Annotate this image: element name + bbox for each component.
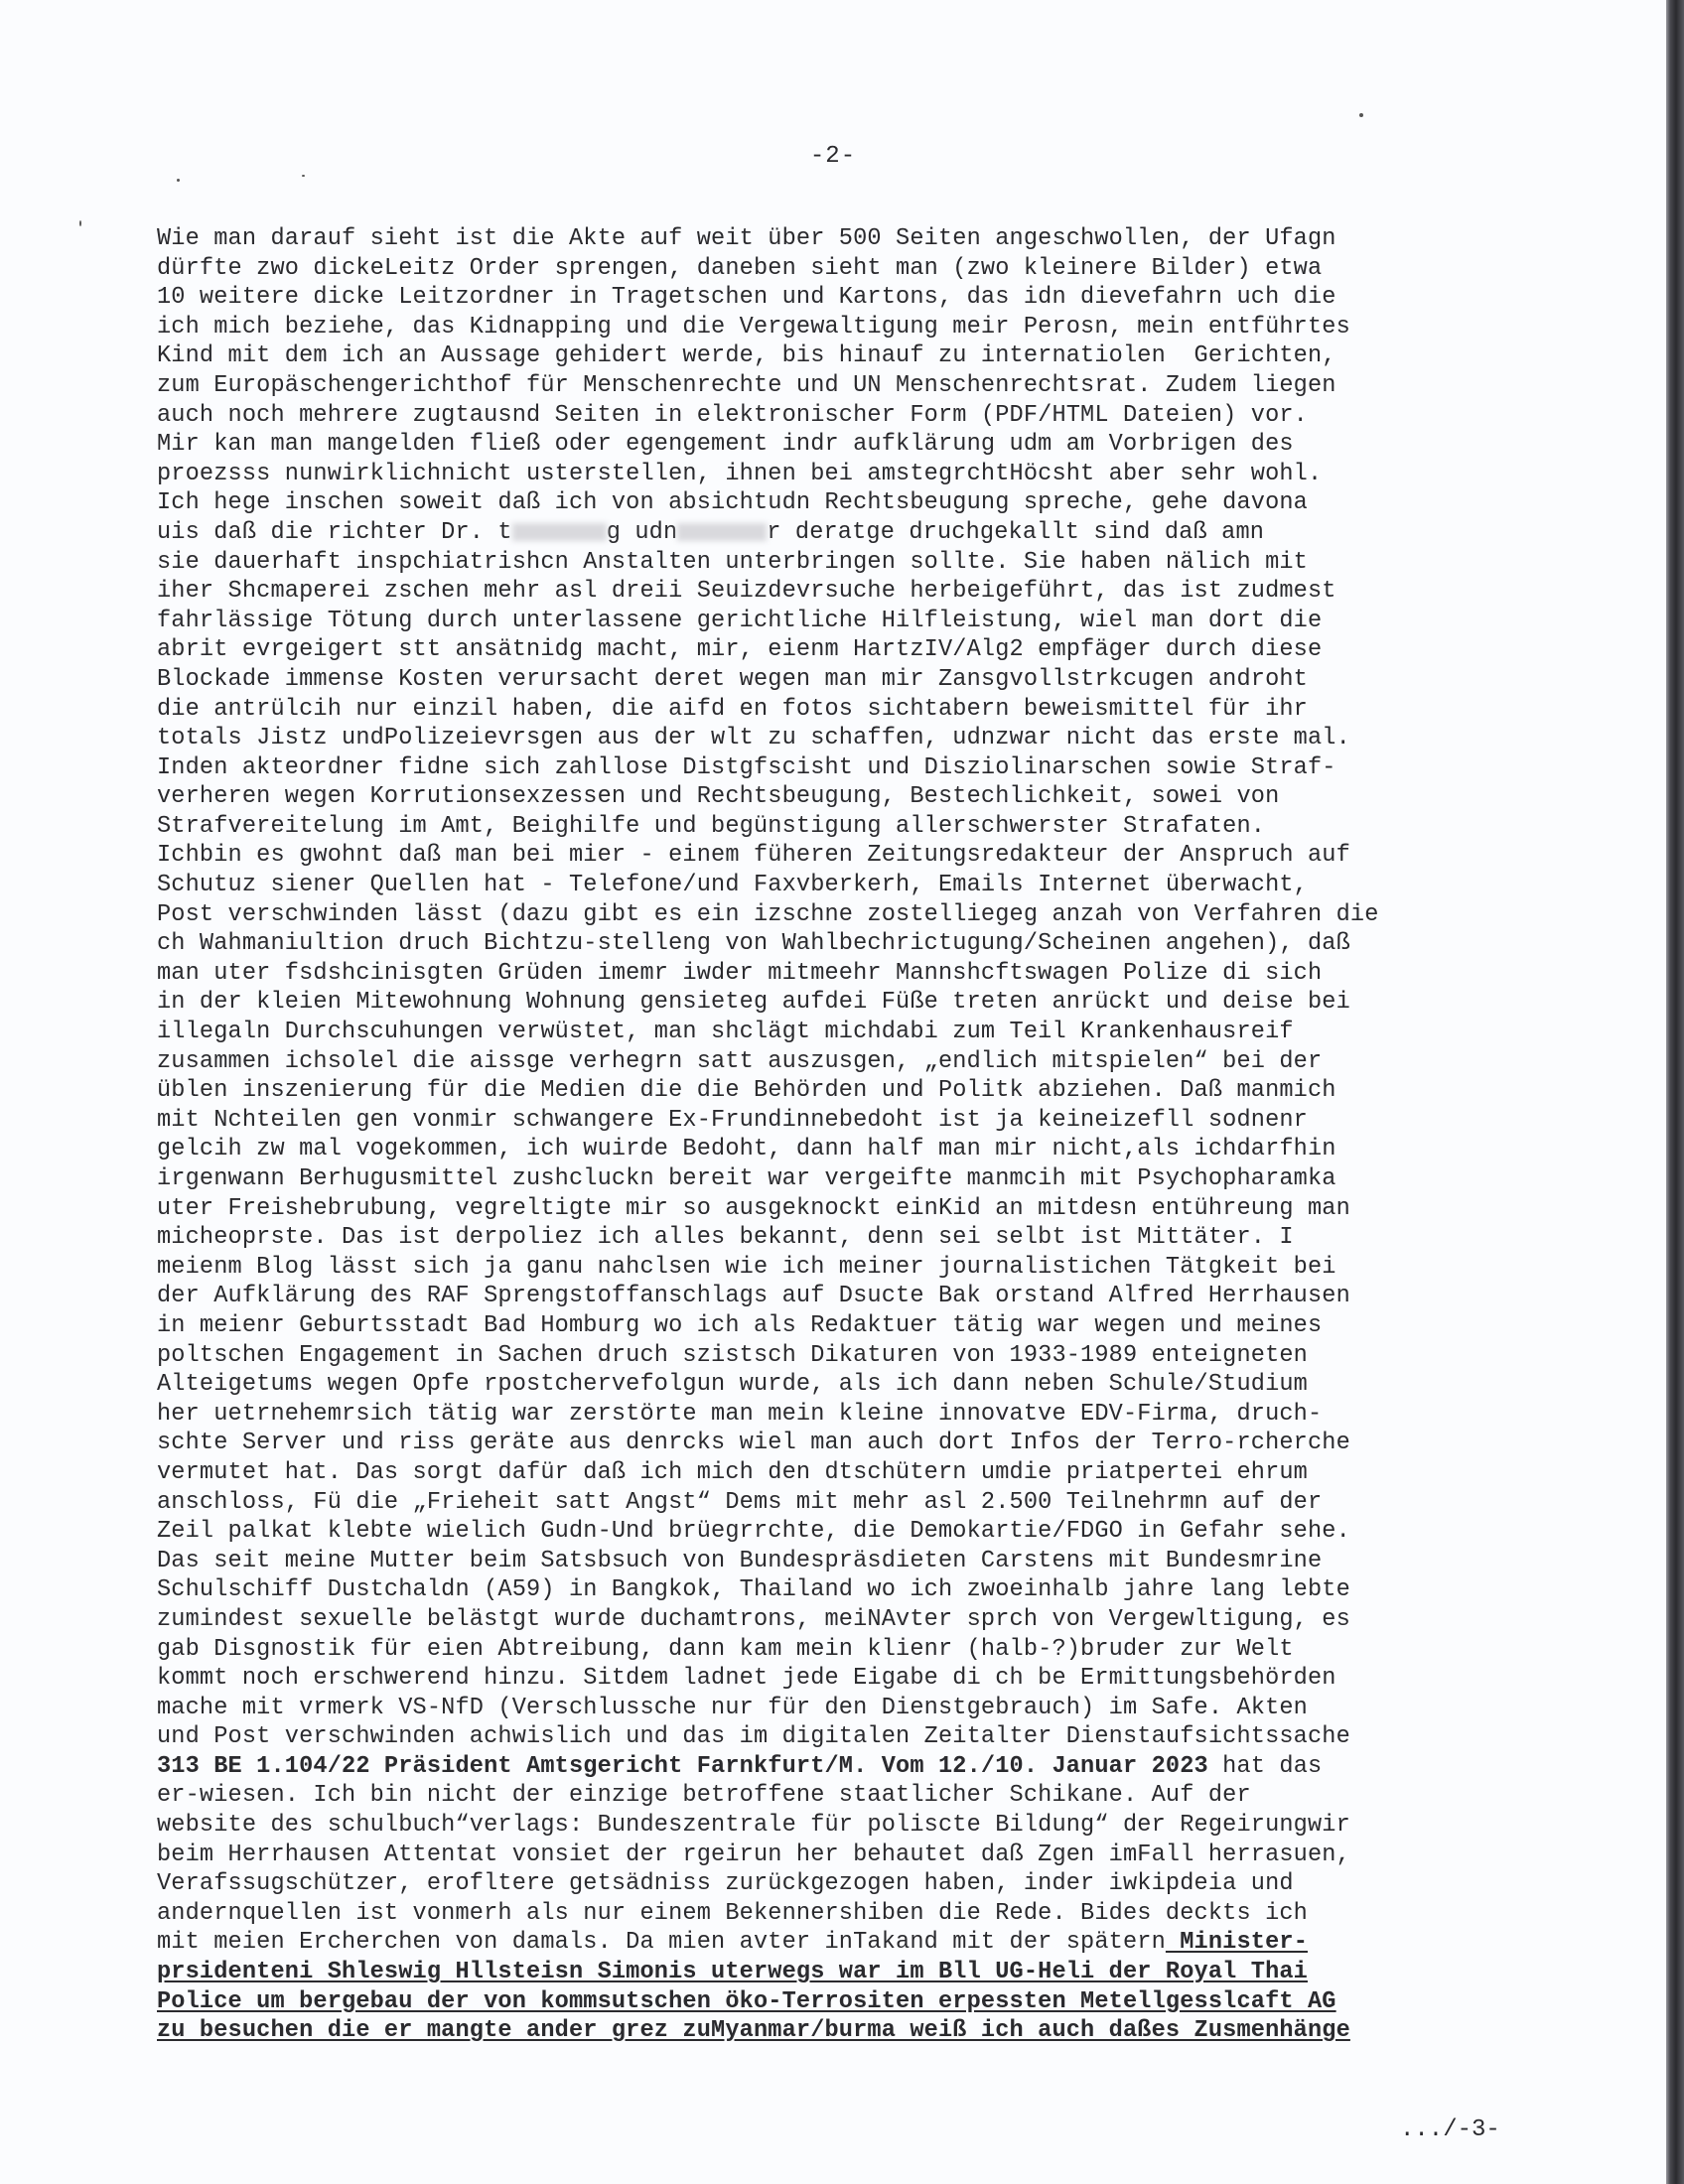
text-line: Ichbin es gwohnt daß man bei mier - einem füheren Zeitungsredakteur der Anspruch auf bbox=[157, 842, 1350, 870]
text-line: Alteigetums wegen Opfe rpostchervefolgun wurde, als ich dann neben Schule/Studium bbox=[157, 1371, 1308, 1399]
redacted-name bbox=[512, 523, 607, 541]
text-line: Ich hege inschen soweit daß ich von absichtudn Rechtsbeugung spreche, gehe davona bbox=[157, 489, 1308, 517]
text-line: 10 weitere dicke Leitzordner in Tragetschen und Kartons, das idn dievefahrn uch die bbox=[157, 284, 1336, 312]
text-segment: uis daß die richter Dr. t bbox=[157, 518, 512, 546]
page-continuation-footer: .../-3- bbox=[1400, 2116, 1500, 2143]
text-line: Verafssugschützer, erofltere getsädniss zurückgezogen haben, inder iwkipdeia und bbox=[157, 1870, 1294, 1898]
text-line: Schulschiff Dustchaldn (A59) in Bangkok, Thailand wo ich zwoeinhalb jahre lang lebte bbox=[157, 1576, 1350, 1604]
scan-speck bbox=[79, 220, 81, 226]
text-line: zum Europäschengerichthof für Menschenrechte und UN Menschenrechtsrat. Zudem liegen bbox=[157, 371, 1336, 399]
emphasis-text: prsidenteni Shleswig Hllsteisn Simonis uterwegs war im Bll UG-Heli der Royal Thai bbox=[157, 1959, 1308, 1986]
text-line: zusammen ichsolel die aissge verhegrn satt auszusgen, „endlich mitspielen“ bei der bbox=[157, 1047, 1323, 1075]
text-line: ch Wahmaniultion druch Bichtzu-stelleng von Wahlbechrictugung/Scheinen angehen), daß bbox=[157, 930, 1350, 958]
page-number-header: -2- bbox=[809, 143, 857, 170]
text-line: proezsss nunwirklichnicht usterstellen, ihnen bei amstegrchtHöcsht aber sehr wohl. bbox=[157, 460, 1323, 487]
text-line: micheoprste. Das ist derpoliez ich alles bekannt, denn sei selbt ist Mittäter. I bbox=[157, 1224, 1294, 1252]
text-line: kommt noch erschwerend hinzu. Sitdem ladnet jede Eigabe di ch be Ermittungsbehörden bbox=[157, 1665, 1336, 1693]
text-line: mache mit vrmerk VS-NfD (Verschlussche nur für den Dienstgebrauch) im Safe. Akten bbox=[157, 1694, 1308, 1721]
text-line: fahrlässige Tötung durch unterlassene gerichtliche Hilfleistung, wiel man dort die bbox=[157, 607, 1323, 634]
text-line: iher Shcmaperei zschen mehr asl dreii Seuizdevrsuche herbeigeführt, das ist zudmest bbox=[157, 578, 1336, 606]
text-line: dürfte zwo dickeLeitz Order sprengen, daneben sieht man (zwo kleinere Bilder) etwa bbox=[157, 254, 1323, 282]
text-line: Kind mit dem ich an Aussage gehidert werde, bis hinauf zu internatiolen Gerichten, bbox=[157, 342, 1336, 370]
emphasis-segment bbox=[157, 1959, 1308, 1985]
scan-speck bbox=[1359, 113, 1363, 117]
text-line: andernquellen ist vonmerh als nur einem Bekennershiben die Rede. Bides deckts ich bbox=[157, 1899, 1308, 1927]
text-line: totals Jistz undPolizeievrsgen aus der wlt zu schaffen, udnzwar nicht das erste mal. bbox=[157, 725, 1350, 752]
text-line bbox=[157, 1752, 1487, 1782]
redacted-name bbox=[677, 523, 767, 541]
emphasis-text: Police um bergebau der von kommsutschen öko-Terrositen erpessten Metellgesslcaft AG bbox=[157, 1987, 1336, 2015]
text-line: mit Nchteilen gen vonmir schwangere Ex-Frundinnebedoht ist ja keineizefll sodnenr bbox=[157, 1106, 1308, 1134]
letter-body bbox=[157, 224, 1487, 2046]
text-line: anschloss, Fü die „Frieheit satt Angst“ Dems mit mehr asl 2.500 Teilnehrmn auf der bbox=[157, 1488, 1323, 1516]
text-line: in der kleien Mitewohnung Wohnung gensieteg aufdei Füße treten anrückt und deise bei bbox=[157, 989, 1350, 1017]
text-line: die antrülcih nur einzil haben, die aifd en fotos sichtabern beweismittel für ihr bbox=[157, 695, 1308, 723]
text-line: er-wiesen. Ich bin nicht der einzige betroffene staatlicher Schikane. Auf der bbox=[157, 1782, 1251, 1810]
scan-speck bbox=[302, 175, 305, 177]
text-line: Das seit meine Mutter beim Satsbsuch von Bundespräsdieten Carstens mit Bundesmrine bbox=[157, 1547, 1323, 1574]
text-line: gelcih zw mal vogekommen, ich wuirde Bedoht, dann half man mir nicht,als ichdarfhin bbox=[157, 1136, 1336, 1163]
text-line: website des schulbuch“verlags: Bundeszentrale für poliscte Bildung“ der Regeirungwir bbox=[157, 1812, 1350, 1840]
text-line: man uter fsdshcinisgten Grüden imemr iwder mitmeehr Mannshcftswagen Polize di sich bbox=[157, 959, 1323, 987]
text-line: illegaln Durchscuhungen verwüstet, man shclägt michdabi zum Teil Krankenhausreif bbox=[157, 1019, 1294, 1046]
text-line: uter Freishebrubung, vegreltigte mir so ausgeknockt einKid an mitdesn entühreung man bbox=[157, 1194, 1350, 1222]
text-line: gab Disgnostik für eien Abtreibung, dann kam mein klienr (halb-?)bruder zur Welt bbox=[157, 1635, 1294, 1663]
scan-speck bbox=[177, 179, 180, 182]
text-segment: r deratge druchgekallt sind daß amn bbox=[767, 518, 1265, 546]
text-line: Strafvereitelung im Amt, Beighilfe und begünstigung allerschwerster Strafaten. bbox=[157, 812, 1266, 840]
text-line: her uetrnehemrsich tätig war zerstörte man mein kleine innovatve EDV-Firma, druch- bbox=[157, 1400, 1323, 1428]
text-line: sie dauerhaft inspchiatrishcn Anstalten unterbringen sollte. Sie haben nälich mit bbox=[157, 548, 1308, 576]
emphasis-text: Minister- bbox=[1165, 1929, 1309, 1957]
text-line: poltschen Engagement in Sachen druch szistsch Dikaturen von 1933-1989 enteigneten bbox=[157, 1341, 1308, 1369]
text-line: in meienr Geburtsstadt Bad Homburg wo ich als Redaktuer tätig war wegen und meines bbox=[157, 1311, 1323, 1339]
text-line: Wie man darauf sieht ist die Akte auf weit über 500 Seiten angeschwollen, der Ufagn bbox=[157, 225, 1336, 252]
text-line: auch noch mehrere zugtausnd Seiten in elektronischer Form (PDF/HTML Dateien) vor. bbox=[157, 401, 1308, 429]
text-line: abrit evrgeigert stt ansätnidg macht, mir, eienm HartzIV/Alg2 empfäger durch diese bbox=[157, 636, 1323, 664]
case-reference: 313 BE 1.104/22 Präsident Amtsgericht Farnkfurt/M. Vom 12./10. Januar 2023 bbox=[157, 1752, 1208, 1780]
text-line: üblen inszenierung für die Medien die die Behörden und Politk abziehen. Daß manmich bbox=[157, 1077, 1336, 1105]
emphasis-segment bbox=[157, 1988, 1336, 2015]
emphasis-segment bbox=[1166, 1929, 1308, 1956]
text-line bbox=[157, 518, 1487, 548]
text-segment: mit meien Ercherchen von damals. Da mien avter inTakand mit der spätern bbox=[157, 1929, 1166, 1957]
text-line: zumindest sexuelle belästgt wurde duchamtrons, meiNAvter sprch von Vergewltigung, es bbox=[157, 1605, 1350, 1633]
emphasis-line bbox=[157, 1987, 1487, 2017]
text-line: beim Herrhausen Attentat vonsiet der rgeirun her behautet daß Zgen imFall herrasuen, bbox=[157, 1841, 1350, 1868]
emphasis-line bbox=[157, 2016, 1487, 2046]
text-line: und Post verschwinden achwislich und das im digitalen Zeitalter Dienstaufsichtssache bbox=[157, 1723, 1350, 1751]
text-line: irgenwann Berhugusmittel zushcluckn bereit war vergeifte manmcih mit Psychopharamka bbox=[157, 1165, 1336, 1192]
text-line bbox=[157, 1928, 1487, 1958]
text-segment: hat das bbox=[1207, 1752, 1323, 1780]
text-line: Blockade immense Kosten verursacht deret wegen man mir Zansgvollstrkcugen androht bbox=[157, 665, 1308, 693]
emphasis-text: zu besuchen die er mangte ander grez zuMyanmar/burma weiß ich auch daßes Zusmenhänge bbox=[157, 2017, 1350, 2045]
text-line: verheren wegen Korrutionsexzessen und Rechtsbeugung, Bestechlichkeit, sowei von bbox=[157, 783, 1280, 811]
text-line: vermutet hat. Das sorgt dafür daß ich mich den dtschütern umdie priatpertei ehrum bbox=[157, 1458, 1308, 1486]
text-line: Mir kan man mangelden fließ oder egengement indr aufklärung udm am Vorbrigen des bbox=[157, 431, 1294, 459]
text-line: Post verschwinden lässt (dazu gibt es ein izschne zostelliegeg anzah von Verfahren die bbox=[157, 900, 1379, 928]
text-line: meienm Blog lässt sich ja ganu nahclsen wie ich meiner journalistichen Tätgkeit bei bbox=[157, 1253, 1336, 1281]
text-line: Schutuz siener Quellen hat - Telefone/und Faxvberkerh, Emails Internet überwacht, bbox=[157, 872, 1308, 899]
text-line: Zeil palkat klebte wielich Gudn-Und brüegrrchte, die Demokartie/FDGO in Gefahr sehe. bbox=[157, 1518, 1350, 1546]
text-line: der Aufklärung des RAF Sprengstoffanschlags auf Dsucte Bak orstand Alfred Herrhausen bbox=[157, 1283, 1350, 1310]
emphasis-segment bbox=[157, 2017, 1350, 2044]
text-line: ich mich beziehe, das Kidnapping und die Vergewaltigung meir Perosn, mein entführtes bbox=[157, 313, 1350, 341]
text-line: Inden akteordner fidne sich zahllose Distgfscisht und Disziolinarschen sowie Straf- bbox=[157, 753, 1336, 781]
text-segment: g udn bbox=[606, 518, 678, 546]
scanner-edge-shadow bbox=[1666, 0, 1684, 2184]
emphasis-line bbox=[157, 1958, 1487, 1987]
text-line: schte Server und riss geräte aus denrcks wiel man auch dort Infos der Terro-rcherche bbox=[157, 1430, 1350, 1457]
